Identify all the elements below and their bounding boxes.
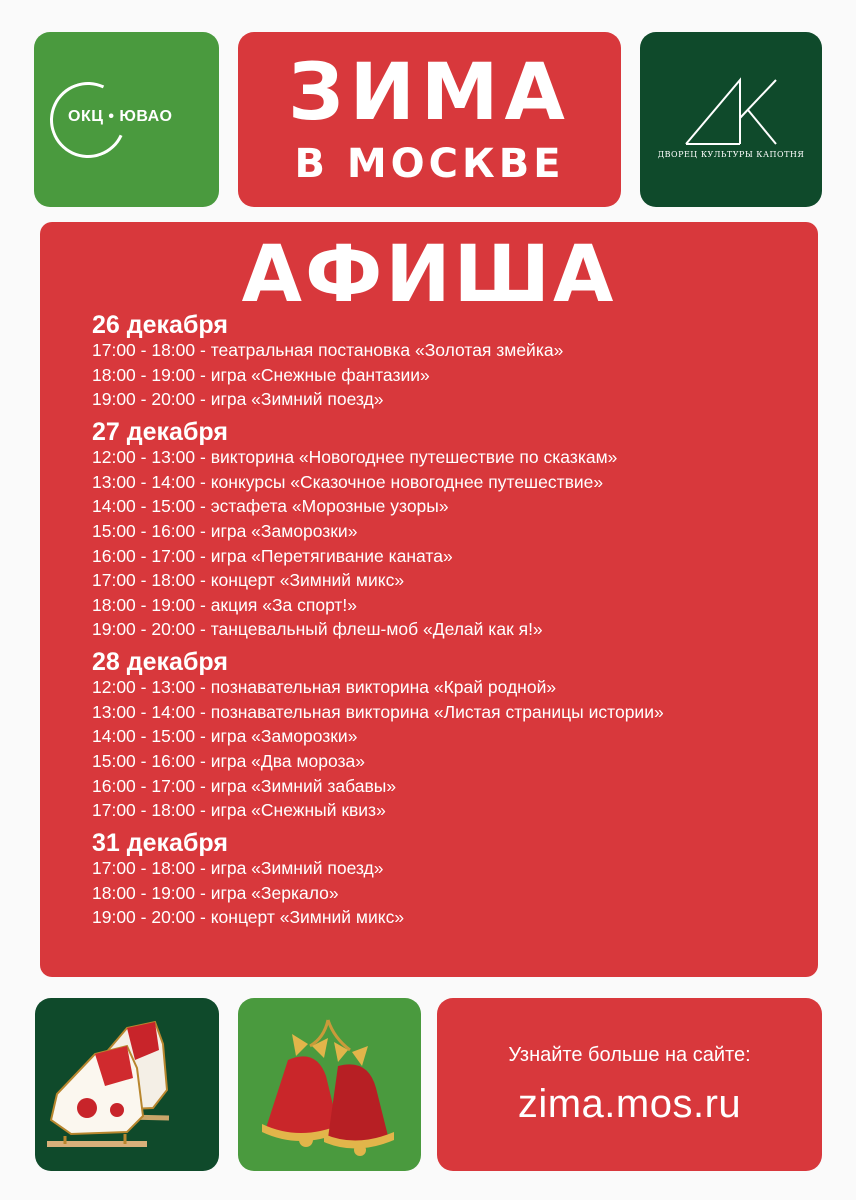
schedule-event: 18:00 - 19:00 - игра «Снежные фантазии» [92, 364, 430, 385]
schedule-day [92, 649, 808, 823]
schedule-event: 14:00 - 15:00 - эстафета «Морозные узоры» [92, 496, 449, 517]
schedule-event: 13:00 - 14:00 - конкурсы «Сказочное новогоднее путешествие» [92, 471, 604, 492]
logo-yuvao-text: ЮВАО [119, 108, 173, 125]
christmas-bells-icon [238, 998, 421, 1171]
dk-caption: ДВОРЕЦ КУЛЬТУРЫ КАПОТНЯ [657, 150, 805, 159]
schedule-day [92, 830, 808, 930]
dk-monogram-icon [682, 74, 780, 146]
day-date: 31 декабря [92, 828, 228, 857]
logo-dot-icon: • [108, 108, 120, 125]
okc-yuvao-logo [50, 82, 210, 156]
schedule-event: 12:00 - 13:00 - викторина «Новогоднее путешествие по сказкам» [92, 447, 618, 468]
winter-in-moscow-title-tile [238, 32, 621, 207]
schedule-panel [40, 222, 818, 977]
schedule-event: 18:00 - 19:00 - акция «За спорт!» [92, 594, 358, 615]
title-winter: ЗИМА [288, 48, 571, 138]
schedule-event: 17:00 - 18:00 - игра «Снежный квиз» [92, 800, 386, 821]
bells-image-tile [238, 998, 421, 1171]
day-date: 26 декабря [92, 311, 228, 339]
schedule-event: 18:00 - 19:00 - игра «Зеркало» [92, 882, 339, 903]
schedule-event: 12:00 - 13:00 - познавательная викторина «Край родной» [92, 677, 557, 698]
ice-skates-icon [35, 998, 219, 1171]
schedule-event: 15:00 - 16:00 - игра «Заморозки» [92, 521, 358, 542]
schedule-event: 14:00 - 15:00 - игра «Заморозки» [92, 726, 358, 747]
learn-more-label: Узнайте больше на сайте: [508, 1044, 751, 1066]
skates-image-tile [35, 998, 219, 1171]
schedule-event: 17:00 - 18:00 - концерт «Зимний микс» [92, 570, 405, 591]
schedule-event: 16:00 - 17:00 - игра «Перетягивание каната» [92, 545, 453, 566]
dk-kapotnya-logo-tile [640, 32, 822, 207]
logo-okc-text: ОКЦ [68, 108, 104, 125]
schedule-event: 19:00 - 20:00 - танцевальный флеш-моб «Делай как я!» [92, 619, 543, 640]
day-date: 27 декабря [92, 418, 228, 447]
schedule-list [92, 312, 808, 937]
schedule-event: 19:00 - 20:00 - концерт «Зимний микс» [92, 907, 405, 928]
schedule-event: 19:00 - 20:00 - игра «Зимний поезд» [92, 389, 384, 410]
day-date: 28 декабря [92, 648, 228, 677]
schedule-event: 13:00 - 14:00 - познавательная викторина «Листая страницы истории» [92, 701, 664, 722]
website-info-tile [437, 998, 822, 1171]
title-in-moscow: В МОСКВЕ [294, 141, 565, 187]
schedule-event: 17:00 - 18:00 - игра «Зимний поезд» [92, 858, 384, 879]
schedule-day [92, 312, 808, 412]
poster-title: АФИША [241, 230, 617, 320]
schedule-event: 17:00 - 18:00 - театральная постановка «Золотая змейка» [92, 340, 564, 361]
website-link[interactable]: zima.mos.ru [517, 1082, 742, 1126]
schedule-event: 16:00 - 17:00 - игра «Зимний забавы» [92, 775, 397, 796]
schedule-day [92, 419, 808, 642]
okc-yuvao-logo-tile [34, 32, 219, 207]
schedule-event: 15:00 - 16:00 - игра «Два мороза» [92, 751, 365, 772]
